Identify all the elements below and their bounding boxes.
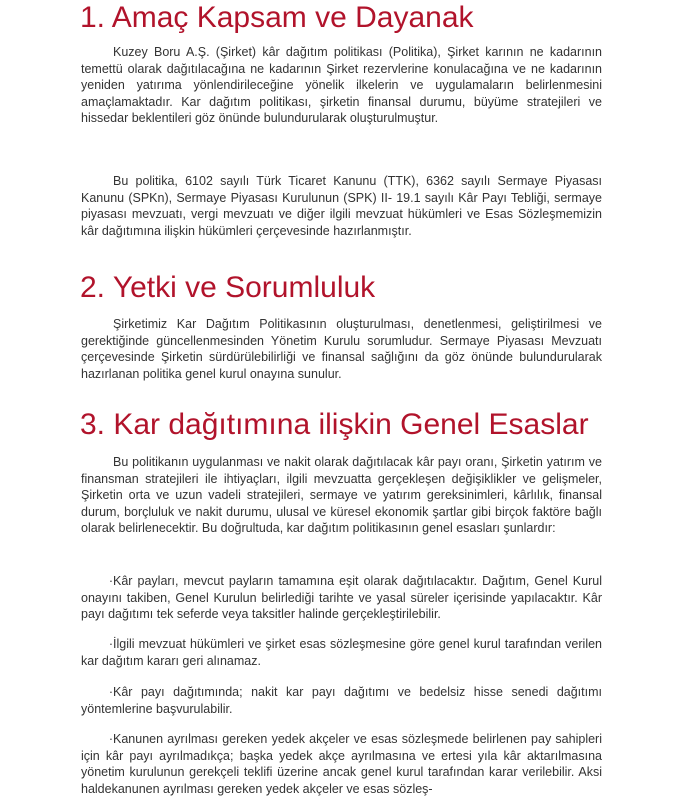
bullet-text: Kanunen ayrılması gereken yedek akçeler ve esas sözleşmede belirlenen pay sahipleri için kâr payı ayrılmadıkça; başka yedek akçe ayrılmasına ve ertesi yıla kâr aktarılmasına yönetim kurulunun gerekçeli teklifi üzerine ancak genel kurul tarafından karar verilebilir. Aksi haldekanunen ayrılması gereken yedek akçeler ve esas sözleş- [81,732,602,796]
bullet-marker: · [108,732,113,746]
section-2-heading: 2. Yetki ve Sorumluluk [80,271,376,304]
bullet-marker: · [108,685,113,699]
section-3-bullet-4 [81,731,602,797]
section-3-heading: 3. Kar dağıtımına ilişkin Genel Esaslar [80,408,589,441]
bullet-text: Kâr payları, mevcut payların tamamına eşit olarak dağıtılacaktır. Dağıtım, Genel Kurul onayını takiben, Genel Kurulun belirlediği tarihte ve yasal süreler içerisinde yapılacaktır. Kâr payı dağıtımı tek seferde veya taksitler halinde gerçekleştirilebilir. [81,574,602,621]
section-3-bullet-1 [81,573,602,623]
bullet-marker: · [108,574,113,588]
section-1-paragraph-1: Kuzey Boru A.Ş. (Şirket) kâr dağıtım politikası (Politika), Şirket karının ne kadarının temettü olarak dağıtılacağına ne kadarının Şirket rezervlerine konulacağına ve ne kadarının yeniden yatırıma yönlendirileceğine yönelik ilkelerin ve uygulamaların belirlenmesini amaçlamaktadır. Kar dağıtım politikası, şirketin finansal durumu, büyüme stratejileri ve hissedar beklentileri göz önünde bulundurularak oluşturulmuştur. [81,45,602,125]
bullet-text: Kâr payı dağıtımında; nakit kar payı dağıtımı ve bedelsiz hisse senedi dağıtımı yöntemlerine başvurulabilir. [81,685,602,716]
section-1-paragraph-2: Bu politika, 6102 sayılı Türk Ticaret Kanunu (TTK), 6362 sayılı Sermaye Piyasası Kanunu (SPKn), Sermaye Piyasası Kurulunun (SPK) II- 19.1 sayılı Kâr Payı Tebliği, sermaye piyasası mevzuatı, vergi mevzuatı ve diğer ilgili mevzuat hükümleri ve Esas Sözleşmemizin kâr dağıtımına ilişkin hükümleri çerçevesinde hazırlanmıştır. [81,174,602,238]
section-2-paragraph-1: Şirketimiz Kar Dağıtım Politikasının oluşturulması, denetlenmesi, geliştirilmesi ve gerektiğinde güncellenmesinden Yönetim Kurulu sorumludur. Sermaye Piyasası Mevzuatı çerçevesinde Şirketin sürdürülebilirliği ve finansal sağlığını da göz önünde bulundurularak hazırlanan politika genel kurul onayına sunulur. [81,317,602,381]
bullet-text: İlgili mevzuat hükümleri ve şirket esas sözleşmesine göre genel kurul tarafından verilen kar dağıtım kararı geri alınamaz. [81,637,602,668]
section-3-paragraph-1: Bu politikanın uygulanması ve nakit olarak dağıtılacak kâr payı oranı, Şirketin yatırım ve finansman stratejileri ile ihtiyaçları, ilgili mevzuatta gerçekleşen değişiklikler ve gelişmeler, Şirketin orta ve uzun vadeli stratejileri, sermaye ve yatırım gereksinimleri, kârlılık, finansal durum, borçluluk ve nakit durumu, ulusal ve küresel ekonomik şartlar gibi birçok faktöre bağlı olarak belirlenecektir. Bu doğrultuda, kar dağıtım politikasının genel esasları şunlardır: [81,455,602,535]
section-3-bullet-3 [81,684,602,717]
bullet-marker: · [108,637,113,651]
section-1-heading: 1. Amaç Kapsam ve Dayanak [80,1,474,34]
section-3-bullet-2 [81,636,602,669]
